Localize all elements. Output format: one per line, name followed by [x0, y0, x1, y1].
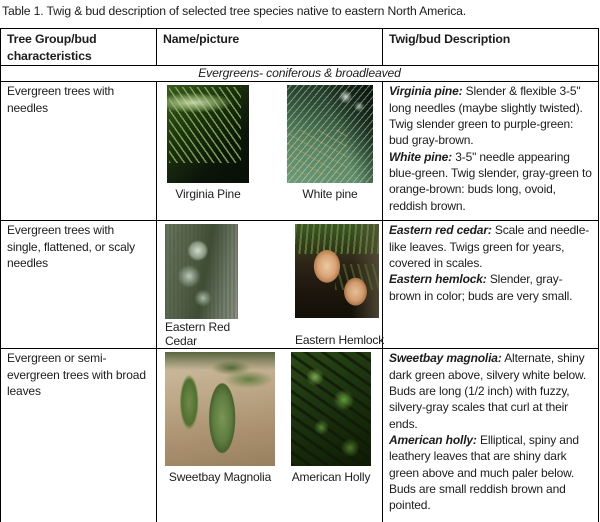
figure	[291, 352, 371, 485]
table-title: Table 1. Twig & bud description of selected tree species native to eastern North America.	[2, 4, 467, 18]
species-term: Eastern hemlock:	[389, 272, 487, 287]
picture-cell	[157, 349, 383, 522]
figure	[287, 85, 373, 202]
description-paragraph	[389, 222, 592, 271]
col-header-name-picture: Name/picture	[157, 29, 383, 66]
photo-group	[157, 352, 382, 485]
species-term: Sweetbay magnolia:	[389, 351, 502, 366]
species-text: Slender, gray-brown in color; buds are very small.	[389, 272, 573, 303]
photo-caption: Eastern Hemlock	[295, 333, 385, 348]
figure	[295, 224, 384, 348]
description-cell	[383, 349, 599, 522]
photo-group	[157, 85, 382, 202]
tree-group-cell: Evergreen or semi-evergreen trees with broad leaves	[1, 349, 157, 522]
species-text: 3-5" needle appearing blue-green. Twig slender, gray-green to orange-brown: buds long, ovoid, reddish brown.	[389, 149, 592, 213]
species-text: Slender & flexible 3-5" long needles (maybe slightly twisted). Twig slender green to purple-green: bud gray-brown.	[389, 84, 583, 148]
species-text: Elliptical, spiny and leathery leaves that are shiny dark green above and much paler below. Buds are small reddish brown and pointed.	[389, 433, 579, 513]
description-paragraph	[389, 271, 592, 304]
species-text: Scale and needle-like leaves. Twigs green for years, covered in scales.	[389, 223, 590, 271]
col-header-twig-bud-description: Twig/bud Description	[383, 29, 599, 66]
american-holly-photo	[291, 352, 371, 466]
eastern-hemlock-photo	[295, 224, 379, 318]
section-header: Evergreens- coniferous & broadleaved	[1, 66, 599, 82]
eastern-red-cedar-photo	[165, 224, 238, 319]
species-term: American holly:	[389, 433, 477, 447]
description-paragraph	[389, 83, 592, 148]
photo-caption: American Holly	[291, 470, 371, 485]
photo-group	[157, 224, 385, 349]
description-paragraph	[389, 350, 592, 432]
picture-cell	[157, 221, 383, 349]
photo-caption: Eastern Red Cedar	[165, 320, 231, 349]
description-cell	[383, 221, 599, 349]
description-paragraph	[389, 149, 592, 214]
species-term: Virginia pine:	[389, 84, 463, 99]
species-term: White pine:	[389, 149, 453, 164]
white-pine-photo	[287, 85, 373, 183]
description-paragraph	[389, 432, 592, 514]
figure	[165, 352, 275, 485]
figure	[165, 224, 245, 348]
photo-caption: Virginia Pine	[175, 187, 241, 202]
species-table	[0, 28, 599, 522]
figure	[167, 85, 249, 202]
sweetbay-magnolia-photo	[165, 352, 275, 466]
virginia-pine-photo	[167, 85, 249, 183]
tree-group-cell: Evergreen trees with needles	[1, 82, 157, 221]
table-row	[1, 349, 599, 522]
table-row	[1, 82, 599, 221]
table-row	[1, 221, 599, 349]
tree-group-cell: Evergreen trees with single, flattened, or scaly needles	[1, 221, 157, 349]
col-header-tree-group: Tree Group/bud characteristics	[1, 29, 157, 66]
photo-caption: White pine	[302, 187, 358, 202]
header-row	[1, 29, 599, 66]
picture-cell	[157, 82, 383, 221]
description-cell	[383, 82, 599, 221]
section-row	[1, 66, 599, 82]
species-text: Alternate, shiny dark green above, silvery white below. Buds are long (1/2 inch) with fuzzy, silvery-gray scales that curl at their ends.	[389, 351, 587, 431]
species-term: Eastern red cedar:	[389, 223, 492, 238]
photo-caption: Sweetbay Magnolia	[168, 470, 272, 485]
